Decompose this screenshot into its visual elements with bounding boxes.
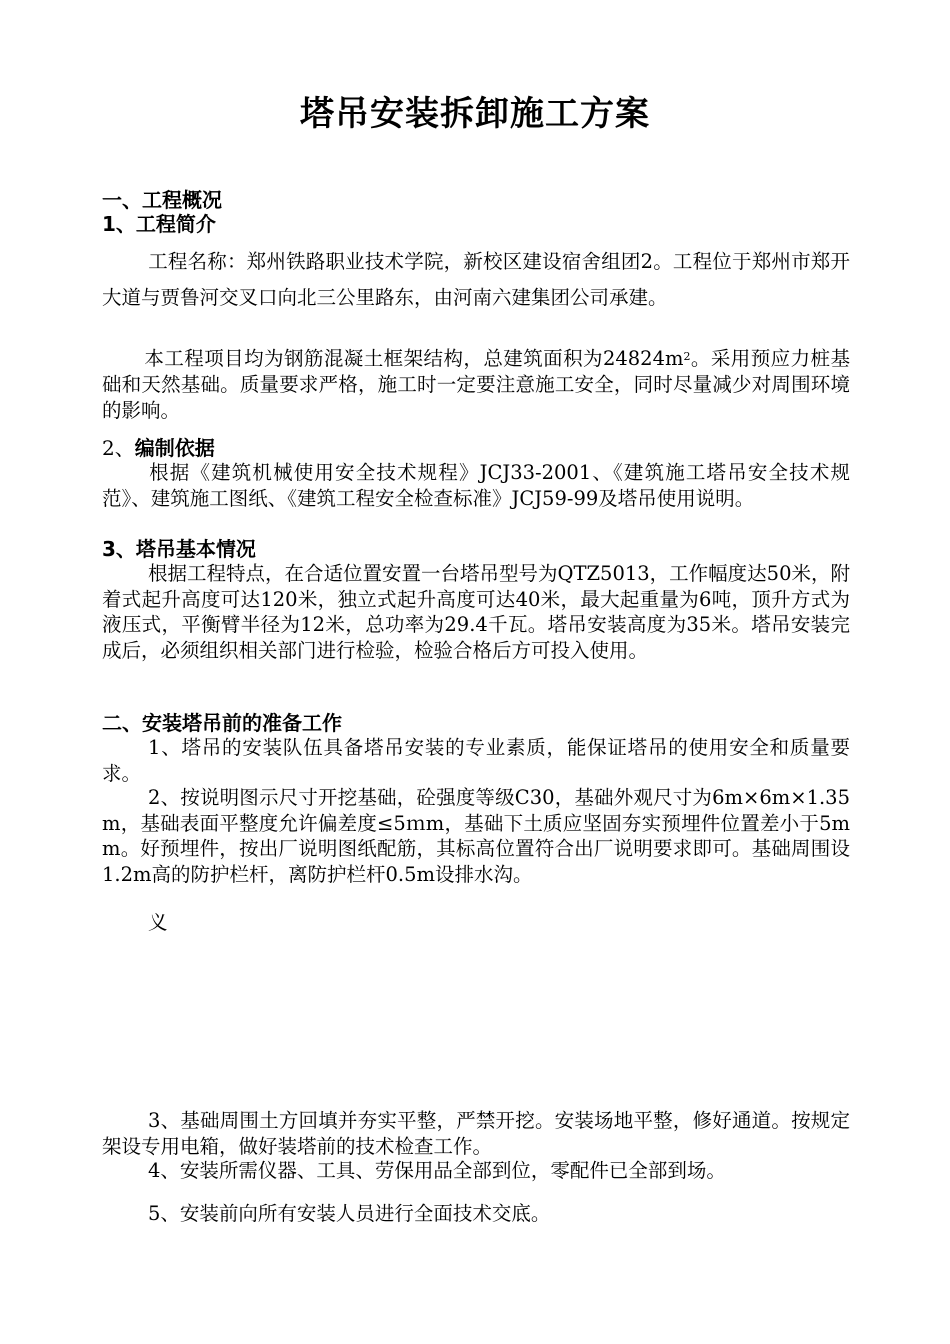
section-1-heading: 一、工程概况 xyxy=(102,188,222,212)
prep-item-4-text: 4、安装所需仪器、工具、劳保用品全部到位，零配件已全部到场。 xyxy=(148,1159,726,1182)
structure-text-b: 。采用预应力桩基础和天然基础。质量要求严格，施工时一定要注意施工安全，同时尽量减少对周围环境的影响。 xyxy=(102,347,850,422)
subsection-1-2-heading xyxy=(102,435,215,461)
subsection-1-1-heading: 1、工程简介 xyxy=(102,212,216,236)
prep-item-3-text: 3、基础周围土方回填并夯实平整，严禁开挖。安装场地平整，修好通道。按规定架设专用电箱，做好装塔前的技术检查工作。 xyxy=(102,1109,850,1158)
project-intro-paragraph xyxy=(102,244,850,316)
prep-item-3 xyxy=(102,1108,850,1159)
crane-info-paragraph xyxy=(102,561,850,663)
prep-item-1 xyxy=(102,735,850,786)
prep-item-5-text: 5、安装前向所有安装人员进行全面技术交底。 xyxy=(148,1202,551,1225)
structure-text-a: 本工程项目均为钢筋混凝土框架结构，总建筑面积为24824m xyxy=(144,347,684,370)
crane-info-text: 根据工程特点，在合适位置安置一台塔吊型号为QTZ5013，工作幅度达50米，附着式起升高度可达120米，独立式起升高度可达40米，最大起重量为6吨，顶升方式为液压式，平衡臂半径为12米，总功率为29.4千瓦。塔吊安装高度为35米。塔吊安装完成后，必须组织相关部门进行检验，检验合格后方可投入使用。 xyxy=(102,562,850,662)
section-2-heading: 二、安装塔吊前的准备工作 xyxy=(102,711,342,735)
area-superscript: 2 xyxy=(683,350,691,363)
prep-item-5 xyxy=(102,1201,850,1227)
structure-paragraph xyxy=(102,346,850,424)
subsection-1-3-heading: 3、塔吊基本情况 xyxy=(102,537,256,561)
prep-item-2-text: 2、按说明图示尺寸开挖基础，砼强度等级C30，基础外观尺寸为6m×6m×1.35m，基础表面平整度允许偏差度≤5ｍm，基础下土质应坚固夯实预埋件位置差小于5mm。好预埋件，按出厂说明图纸配筋，其标高位置符合出厂说明要求即可。基础周围设1.2m高的防护栏杆，离防护栏杆0.5m设排水沟。 xyxy=(102,786,850,886)
basis-text: 根据《建筑机械使用安全技术规程》JCJ33-2001、《建筑施工塔吊安全技术规范》、建筑施工图纸、《建筑工程安全检查标准》JCJ59-99及塔吊使用说明。 xyxy=(102,461,850,510)
stray-character: 义 xyxy=(148,911,168,934)
prep-item-1-text: 1、塔吊的安装队伍具备塔吊安装的专业素质，能保证塔吊的使用安全和质量要求。 xyxy=(102,736,850,785)
document-title: 塔吊安装拆卸施工方案 xyxy=(300,94,650,134)
basis-paragraph xyxy=(102,460,850,511)
prep-item-2 xyxy=(102,785,850,887)
subsection-1-2-number: 2、 xyxy=(102,436,135,460)
subsection-1-2-heading-text: 编制依据 xyxy=(134,436,215,460)
project-intro-text: 工程名称：郑州铁路职业技术学院，新校区建设宿舍组团2。工程位于郑州市郑开大道与贾鲁河交叉口向北三公里路东，由河南六建集团公司承建。 xyxy=(102,250,850,309)
prep-item-4 xyxy=(102,1158,850,1184)
